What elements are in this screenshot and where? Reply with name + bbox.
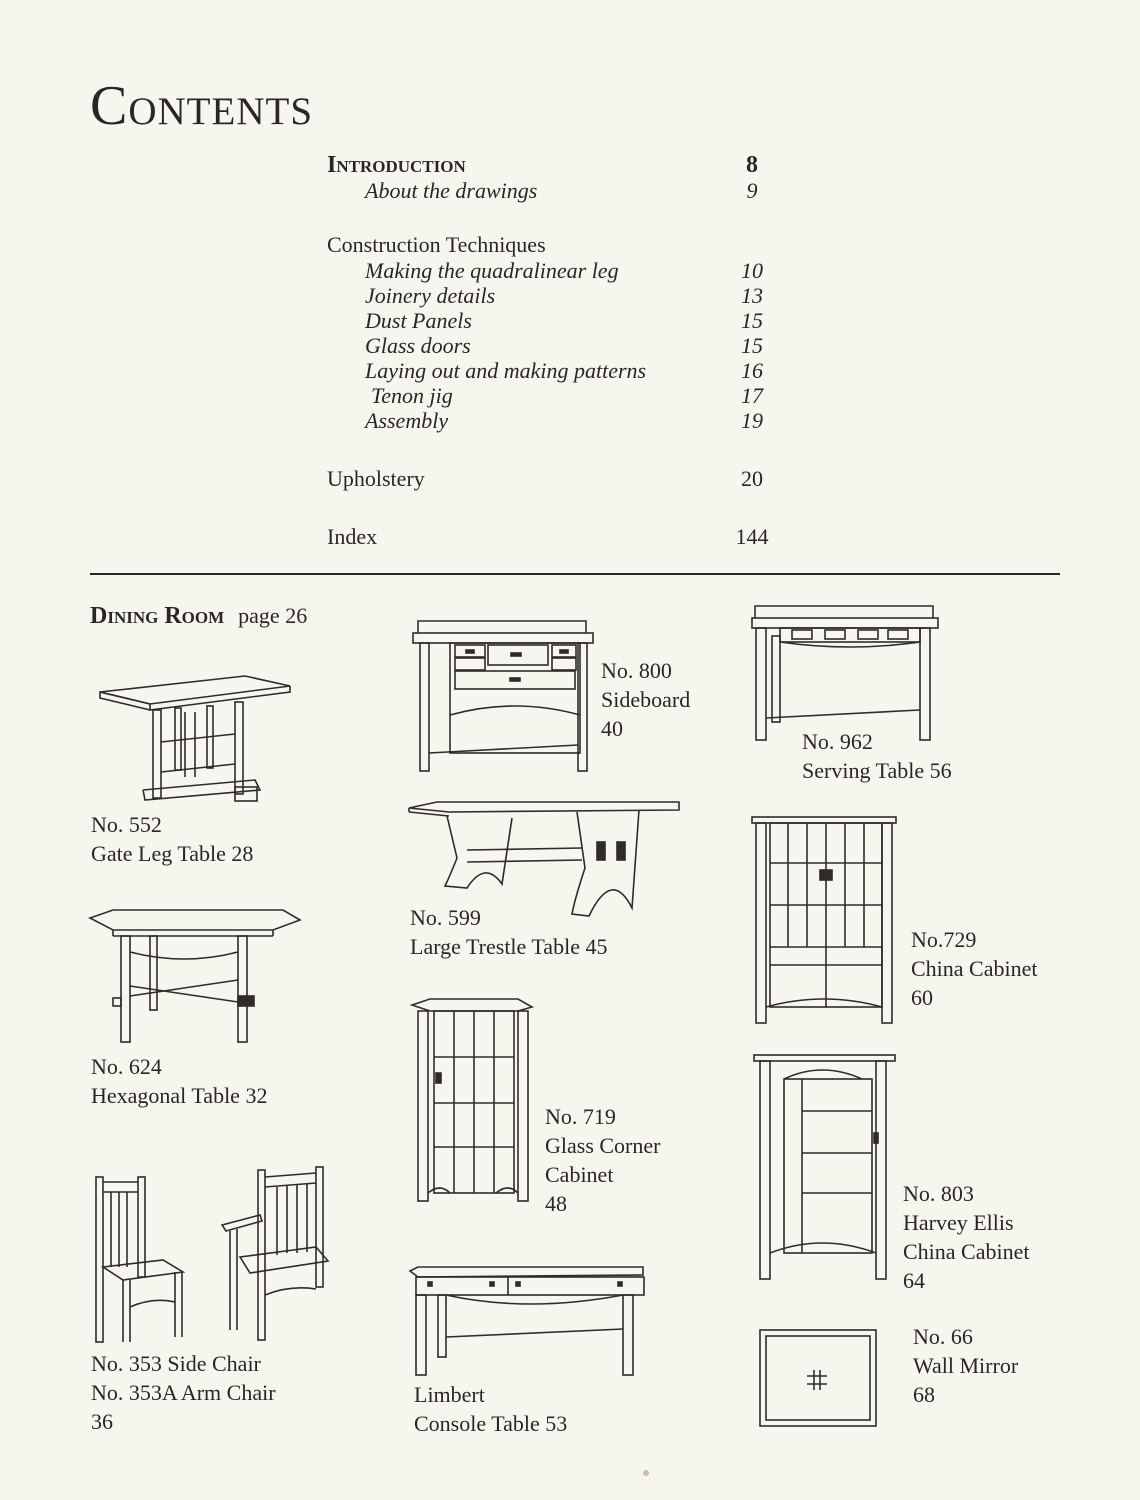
page-title: Contents [90, 75, 314, 137]
toc-row[interactable] [327, 383, 772, 408]
caption-number: No. 719 [545, 1104, 616, 1129]
caption-page: 60 [911, 985, 933, 1010]
toc-page: 16 [741, 358, 763, 383]
caption-name: China Cabinet [911, 956, 1038, 981]
arm-chair-drawing [220, 1165, 332, 1345]
caption-number: No. 599 [410, 905, 481, 930]
caption-name: Wall Mirror [913, 1353, 1019, 1378]
glass-corner-cabinet-caption[interactable] [545, 1102, 660, 1218]
caption-name-2: China Cabinet [903, 1239, 1030, 1264]
caption-number: No.729 [911, 927, 977, 952]
toc-label: Assembly [365, 408, 449, 433]
hexagonal-table-caption[interactable] [91, 1052, 267, 1110]
section-name: Dining Room [90, 603, 225, 629]
caption-name: Gate Leg Table 28 [91, 841, 254, 866]
chairs-caption[interactable] [91, 1349, 276, 1436]
caption-number: No. 552 [91, 812, 162, 837]
wall-mirror-drawing [758, 1328, 878, 1430]
caption-page: 64 [903, 1268, 925, 1293]
caption-number: No. 66 [913, 1324, 973, 1349]
sideboard-drawing [410, 615, 595, 773]
harvey-ellis-caption[interactable] [903, 1179, 1029, 1295]
caption-page: 36 [91, 1409, 113, 1434]
toc-label: Glass doors [365, 333, 471, 358]
toc-page: 20 [741, 466, 763, 491]
toc-label: About the drawings [365, 178, 538, 203]
toc-page: 15 [741, 308, 763, 333]
trestle-table-caption[interactable] [410, 903, 607, 961]
glass-corner-cabinet-drawing [410, 997, 535, 1207]
toc-label: Laying out and making patterns [365, 358, 647, 383]
china-cabinet-caption[interactable] [911, 925, 1037, 1012]
caption-name-2: Cabinet [545, 1162, 614, 1187]
toc-row[interactable] [327, 333, 772, 358]
toc-label: Joinery details [365, 283, 496, 308]
toc-label: Tenon jig [371, 383, 453, 408]
section-page: page 26 [238, 603, 308, 628]
toc-row[interactable] [327, 153, 772, 178]
caption-arm-chair: No. 353A Arm Chair [91, 1380, 276, 1405]
toc-row[interactable] [327, 232, 772, 257]
toc-label: Construction Techniques [327, 232, 546, 257]
section-heading [90, 603, 307, 630]
caption-page: 68 [913, 1382, 935, 1407]
caption-name: Console Table 53 [414, 1411, 568, 1436]
caption-name: Large Trestle Table 45 [410, 934, 608, 959]
large-trestle-table-drawing [407, 798, 682, 918]
toc-row[interactable] [327, 358, 772, 383]
toc-row[interactable] [327, 466, 772, 491]
caption-name: Serving Table 56 [802, 758, 952, 783]
caption-number: No. 624 [91, 1054, 162, 1079]
toc-page: 10 [741, 258, 763, 283]
side-chair-drawing [93, 1172, 188, 1347]
gate-leg-table-drawing [95, 672, 295, 807]
toc-page: 8 [746, 152, 758, 178]
caption-page: 48 [545, 1191, 567, 1216]
caption-name: Hexagonal Table 32 [91, 1083, 268, 1108]
caption-name-1: Harvey Ellis [903, 1210, 1014, 1235]
china-cabinet-drawing [750, 815, 898, 1025]
section-divider [90, 573, 1060, 575]
gate-leg-table-caption[interactable] [91, 810, 253, 868]
caption-name: Sideboard [601, 687, 691, 712]
toc-page: 15 [741, 333, 763, 358]
toc-label: Dust Panels [365, 308, 472, 333]
caption-page: 40 [601, 716, 623, 741]
toc-page: 19 [741, 408, 763, 433]
toc-row[interactable] [327, 524, 772, 549]
toc-label: Making the quadralinear leg [365, 258, 619, 283]
toc-row[interactable] [327, 308, 772, 333]
sideboard-caption[interactable] [601, 656, 690, 743]
caption-number: No. 962 [802, 729, 873, 754]
caption-number: Limbert [414, 1382, 485, 1407]
caption-number: No. 800 [601, 658, 672, 683]
toc-row[interactable] [327, 283, 772, 308]
wall-mirror-caption[interactable] [913, 1322, 1018, 1409]
caption-number: No. 803 [903, 1181, 974, 1206]
caption-name-1: Glass Corner [545, 1133, 661, 1158]
toc-row[interactable] [327, 178, 772, 203]
console-table-caption[interactable] [414, 1380, 567, 1438]
toc-page: 9 [746, 178, 758, 203]
serving-table-caption[interactable] [802, 727, 952, 785]
caption-side-chair: No. 353 Side Chair [91, 1351, 261, 1376]
harvey-ellis-china-cabinet-drawing [752, 1053, 897, 1283]
toc-page: 144 [735, 524, 769, 549]
toc-row[interactable] [327, 408, 772, 433]
toc-page: 13 [741, 283, 763, 308]
console-table-drawing [408, 1265, 645, 1380]
serving-table-drawing [750, 600, 940, 745]
paper-speck [643, 1470, 649, 1476]
hexagonal-table-drawing [88, 910, 303, 1050]
toc-label: Upholstery [327, 466, 425, 491]
toc-page: 17 [741, 383, 763, 408]
toc-label: Index [327, 524, 378, 549]
toc-label: Introduction [327, 152, 466, 178]
toc-row[interactable] [327, 258, 772, 283]
